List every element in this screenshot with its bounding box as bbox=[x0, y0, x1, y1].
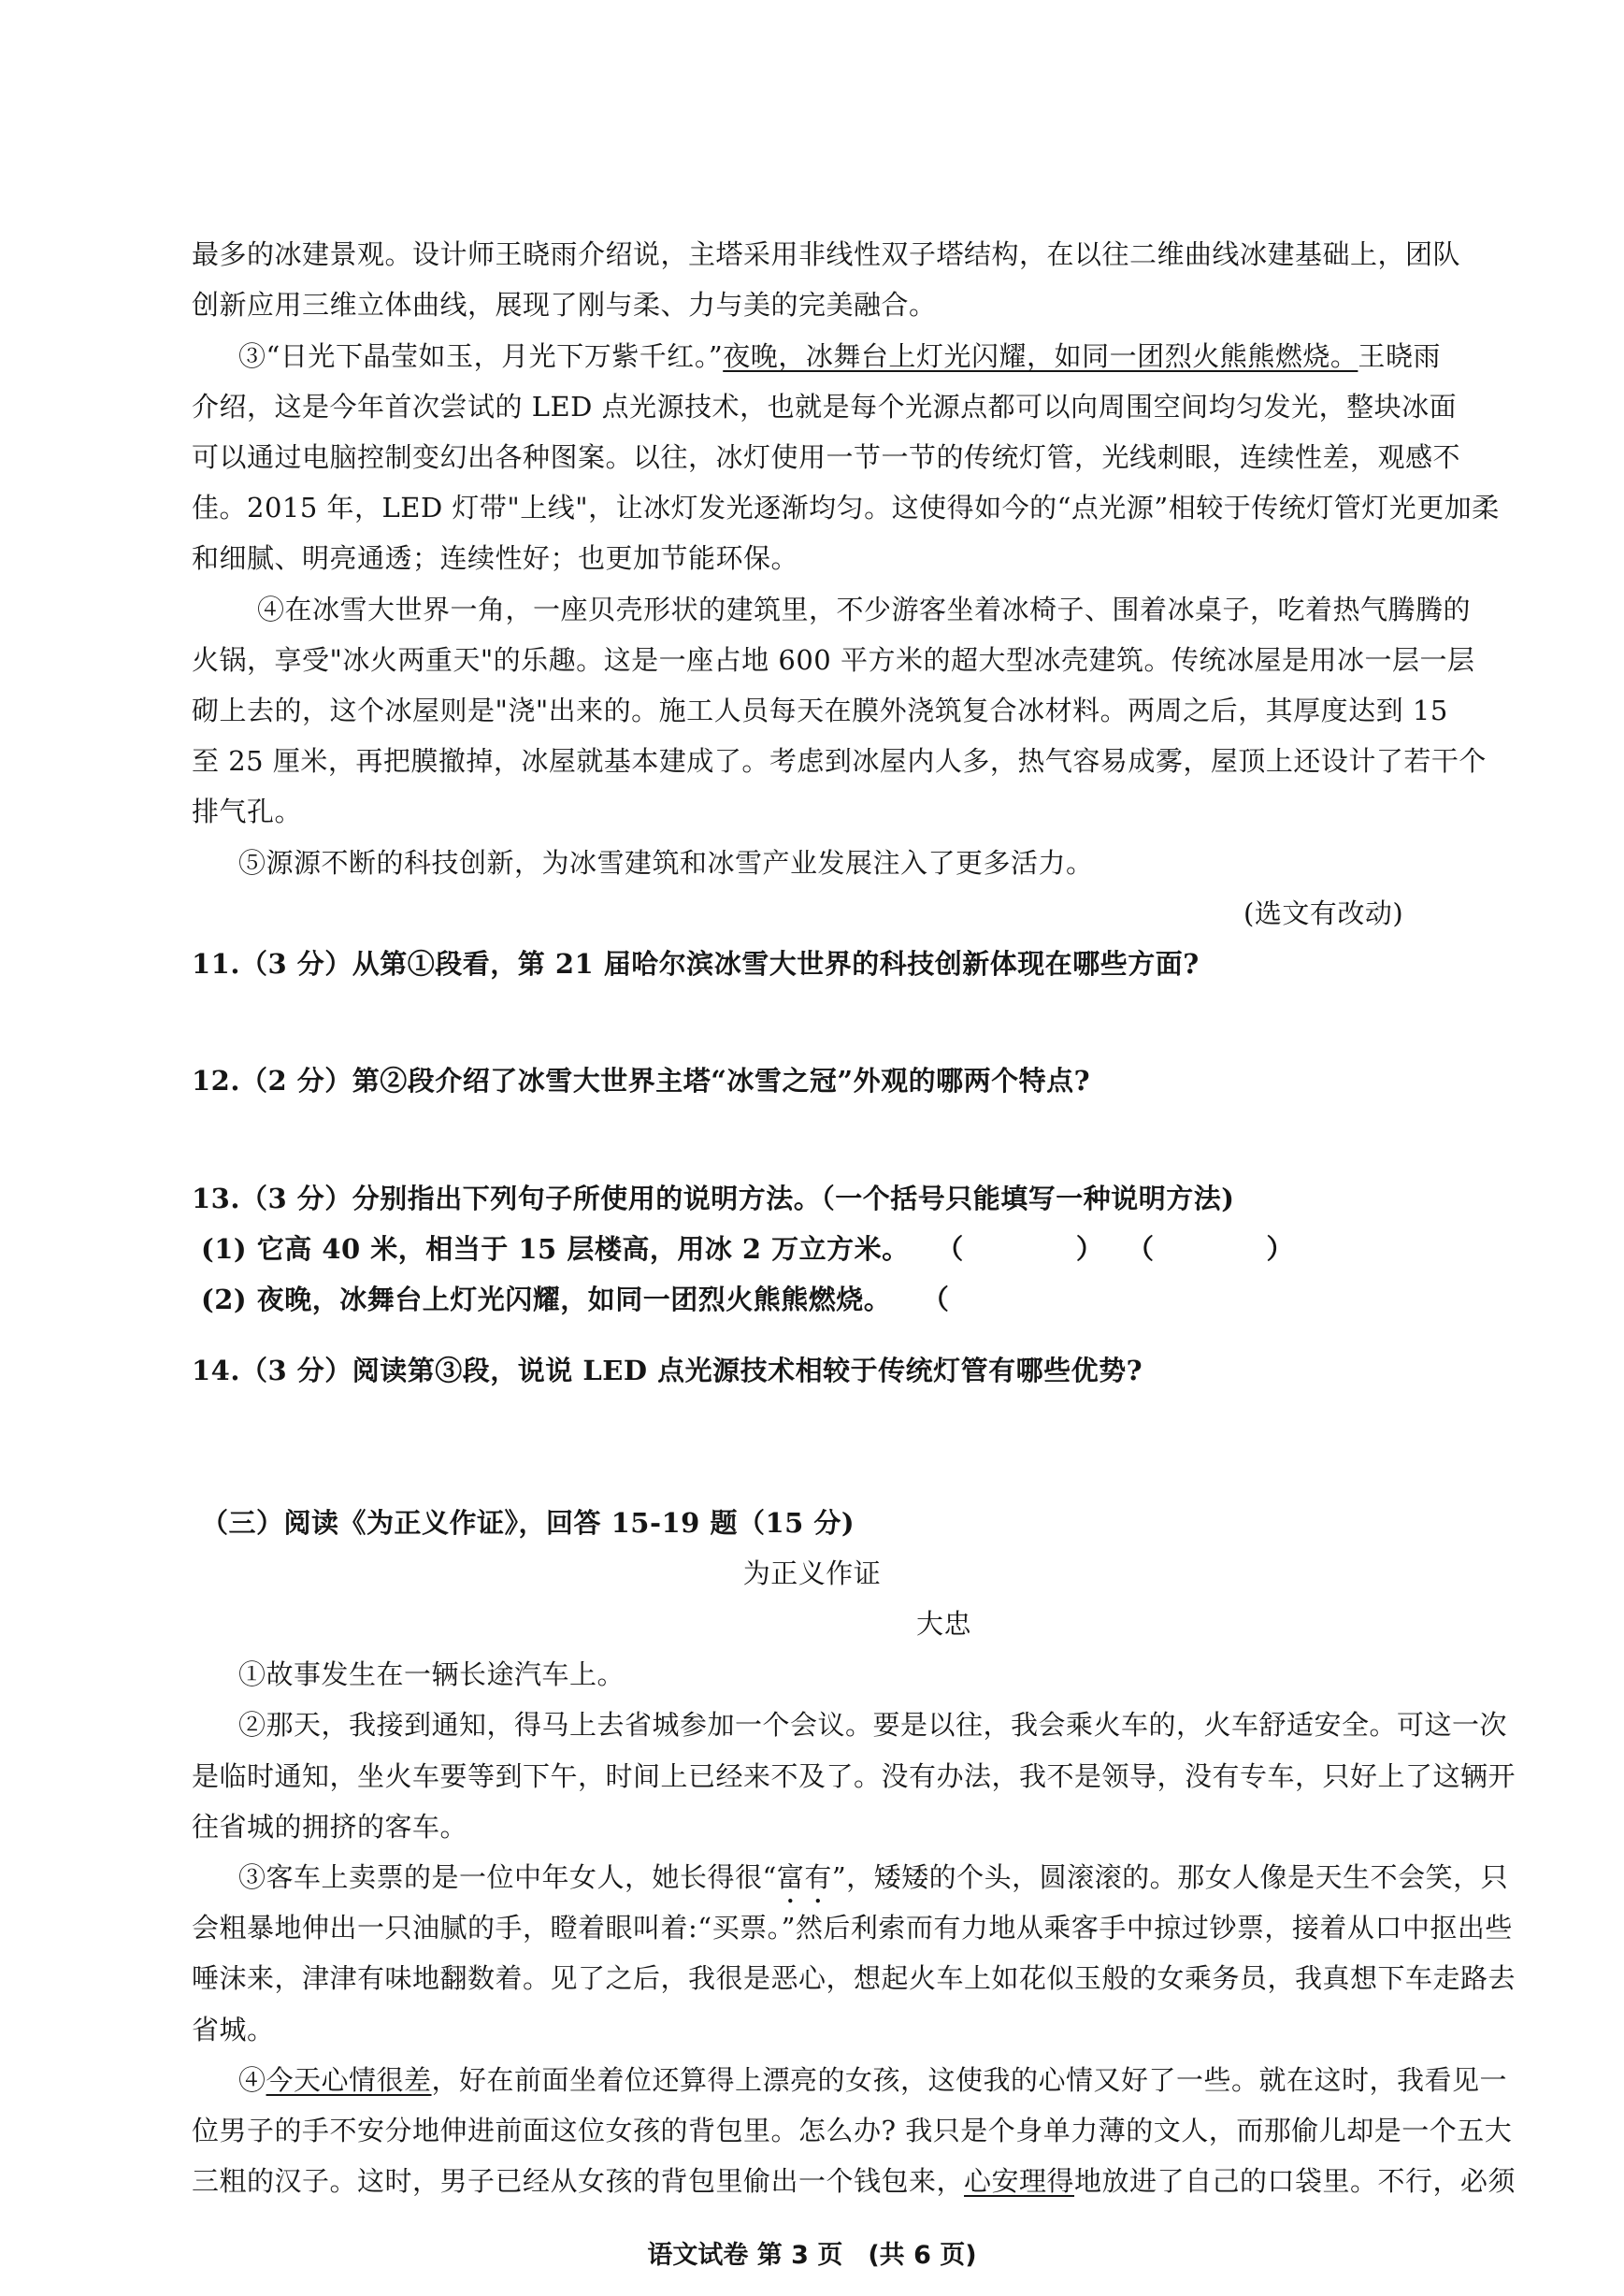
passage-line: 创新应用三维立体曲线，展现了刚与柔、力与美的完美融合。 bbox=[192, 289, 937, 321]
story-line: 是临时通知，坐火车要等到下午，时间上已经来不及了。没有办法，我不是领导，没有专车，只好上了这辆开 bbox=[192, 1760, 1516, 1792]
story-text: ④ bbox=[238, 2064, 266, 2096]
answer-bracket-close: ） bbox=[1266, 1233, 1294, 1265]
q13-sentence-2: (2) 夜晚，冰舞台上灯光闪耀，如同一团烈火熊熊燃烧。 bbox=[201, 1284, 892, 1315]
underlined-sentence: 夜晚，冰舞台上灯光闪耀，如同一团烈火熊熊燃烧。 bbox=[723, 340, 1358, 372]
story-line: 唾沫来，津津有味地翻数着。见了之后，我很是恶心，想起火车上如花似玉般的女乘务员，我真想下车走路去 bbox=[192, 1962, 1516, 1994]
article-author: 大忠 bbox=[916, 1608, 972, 1640]
para3-rest: 王晓雨 bbox=[1358, 340, 1441, 372]
question-14: 14.（3 分）阅读第③段，说说 LED 点光源技术相较于传统灯管有哪些优势? bbox=[192, 1355, 1143, 1386]
question-13-item-2 bbox=[201, 1281, 1061, 1318]
story-paragraph-1: ①故事发生在一辆长途汽车上。 bbox=[238, 1658, 625, 1690]
underlined-phrase: 今天心情很差 bbox=[266, 2064, 432, 2096]
paragraph-5: ⑤源源不断的科技创新，为冰雪建筑和冰雪产业发展注入了更多活力。 bbox=[238, 847, 1094, 879]
story-text: 三粗的汉子。这时，男子已经从女孩的背包里偷出一个钱包来， bbox=[192, 2165, 965, 2197]
question-13-item-1 bbox=[201, 1230, 1294, 1268]
passage-line: 最多的冰建景观。设计师王晓雨介绍说，主塔采用非线性双子塔结构，在以往二维曲线冰建基础上，团队 bbox=[192, 238, 1461, 270]
passage-line: 砌上去的，这个冰屋则是"浇"出来的。施工人员每天在膜外浇筑复合冰材料。两周之后，其厚度达到 15 bbox=[192, 695, 1448, 726]
para3-quote: ③“日光下晶莹如玉，月光下万紫千红。” bbox=[238, 340, 724, 372]
story-text: ，好在前面坐着位还算得上漂亮的女孩，这使我的心情又好了一些。就在这时，我看见一 bbox=[431, 2064, 1508, 2096]
page-footer: 语文试卷 第 3 页 (共 6 页) bbox=[647, 2241, 977, 2270]
section-3-heading: （三）阅读《为正义作证》，回答 15-19 题（15 分) bbox=[201, 1507, 855, 1539]
story-line bbox=[192, 2162, 1516, 2200]
passage-line: 和细腻、明亮通透；连续性好；也更加节能环保。 bbox=[192, 542, 799, 574]
passage-line: 排气孔。 bbox=[192, 796, 303, 827]
source-note: (选文有改动) bbox=[1243, 897, 1404, 929]
emphasized-word: 富有 bbox=[776, 1861, 832, 1893]
answer-bracket-open: （ bbox=[936, 1233, 964, 1265]
question-12: 12.（2 分）第②段介绍了冰雪大世界主塔“冰雪之冠”外观的哪两个特点? bbox=[192, 1065, 1091, 1097]
story-line: ②那天，我接到通知，得马上去省城参加一个会议。要是以往，我会乘火车的，火车舒适安全。可这一次 bbox=[238, 1709, 1508, 1741]
q13-sentence-1: (1) 它高 40 米，相当于 15 层楼高，用冰 2 万立方米。 bbox=[201, 1233, 910, 1265]
question-13: 13.（3 分）分别指出下列句子所使用的说明方法。（一个括号只能填写一种说明方法) bbox=[192, 1183, 1235, 1214]
question-11: 11.（3 分）从第①段看，第 21 届哈尔滨冰雪大世界的科技创新体现在哪些方面? bbox=[192, 948, 1200, 980]
story-line: 省城。 bbox=[192, 2014, 275, 2045]
passage-line: 至 25 厘米，再把膜撤掉，冰屋就基本建成了。考虑到冰屋内人多，热气容易成雾，屋顶上还设计了若干个 bbox=[192, 745, 1487, 777]
passage-line: 介绍，这是今年首次尝试的 LED 点光源技术，也就是每个光源点都可以向周围空间均匀发光，整块冰面 bbox=[192, 391, 1458, 423]
story-paragraph-4-line-1 bbox=[238, 2061, 1508, 2099]
story-text: ”，矮矮的个头，圆滚滚的。那女人像是天生不会笑，只 bbox=[831, 1861, 1509, 1893]
passage-line: 火锅，享受"冰火两重天"的乐趣。这是一座占地 600 平方米的超大型冰壳建筑。传统冰屋是用冰一层一层 bbox=[192, 644, 1475, 676]
story-text: 地放进了自己的口袋里。不行，必须 bbox=[1074, 2165, 1516, 2197]
underlined-phrase: 心安理得 bbox=[964, 2165, 1075, 2197]
article-title: 为正义作证 bbox=[742, 1557, 882, 1589]
story-text: ③客车上卖票的是一位中年女人，她长得很“ bbox=[238, 1861, 777, 1893]
passage-line: 佳。2015 年，LED 灯带"上线"，让冰灯发光逐渐均匀。这使得如今的“点光源”相较于传统灯管灯光更加柔 bbox=[192, 492, 1500, 524]
paragraph-4-line-1: ④在冰雪大世界一角，一座贝壳形状的建筑里，不少游客坐着冰椅子、围着冰桌子，吃着热气腾腾的 bbox=[257, 594, 1472, 625]
paragraph-3-line-1 bbox=[238, 337, 1441, 375]
story-line: 往省城的拥挤的客车。 bbox=[192, 1811, 468, 1843]
answer-bracket-open: （ bbox=[1126, 1233, 1155, 1265]
story-line: 位男子的手不安分地伸进前面这位女孩的背包里。怎么办? 我只是个身单力薄的文人，而那偷儿却是一个五大 bbox=[192, 2115, 1513, 2146]
answer-bracket-open: （ bbox=[921, 1284, 950, 1315]
story-line: 会粗暴地伸出一只油腻的手，瞪着眼叫着:“买票。”然后利索而有力地从乘客手中掠过钞票，接着从口中抠出些 bbox=[192, 1912, 1513, 1944]
answer-bracket-close: ） bbox=[1075, 1233, 1104, 1265]
passage-line: 可以通过电脑控制变幻出各种图案。以往，冰灯使用一节一节的传统灯管，光线刺眼，连续性差，观感不 bbox=[192, 441, 1461, 473]
story-paragraph-3-line-1 bbox=[238, 1858, 1509, 1910]
